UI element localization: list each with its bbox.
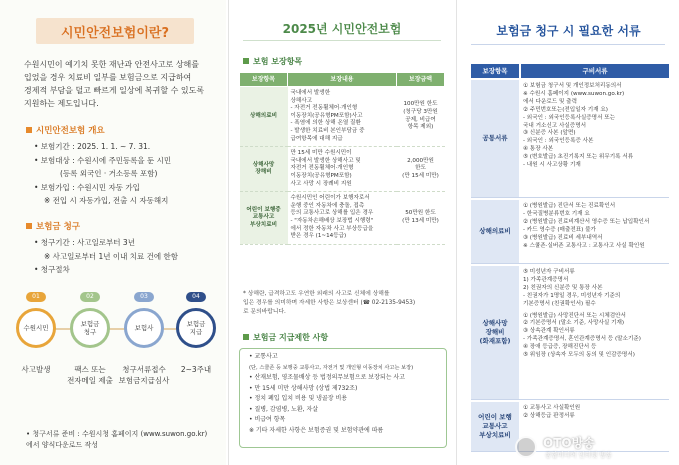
list-item: ① (병원발급) 사망진단서 또는 시체검안서 [523,312,626,319]
panel-overview [0,0,226,465]
square-bullet-icon [26,223,32,229]
column-header: 보장금액 [397,73,445,87]
overview-list [34,140,224,208]
list-item: ② 주민번호또는(전입일자 기재 요) [523,106,608,113]
step-number: 04 [186,292,206,302]
column-header: 구비서류 [521,64,669,78]
list-item: ① 보험금 청구서 및 개인정보처리동의서 [523,83,622,89]
column-header: 보장내용 [288,73,397,87]
claim-heading: 보험금 청구 [26,220,80,232]
list-item: ※ 스쿨존·실버존 교통사고 : 교통사고 사실 확인원 [523,242,645,249]
list-item: - 내원 시 사고상황 기재 [523,162,581,169]
list-item: - 외국인 : 외국인등록증 사본 [523,138,594,145]
coverage-item: 상해사망 장해비 [240,147,288,192]
step-circle: 보험금 청구 [70,308,110,348]
list-item: ② 상해등급 판정서류 [523,412,575,419]
list-item: - 카드 영수증 (매출전표) 불가 [523,226,596,233]
list-item: ⑤ (변호발급) 초진기록지 또는 위무기록 서류 [523,154,634,161]
document-list [523,269,669,360]
square-bullet-icon [26,127,32,133]
column-header: 보장항목 [471,64,519,78]
list-item: ① (병원발급) 진단서 또는 진료확인서 [523,203,616,209]
step-number: 03 [134,292,154,302]
list-item: • 보험가입 : 수원시민 자동 가입 [34,182,140,192]
list-item: ⑤ 미성년자 구비서류 [523,269,575,275]
list-item: • 질병, 감염병, 노환, 자살 [249,405,319,413]
document-category: 공통서류 [471,80,519,197]
list-item: ③ (병원발급) 진료비 세부내역서 [523,234,603,241]
list-item: • 보험대상 : 수원시에 주민등록을 둔 시민 [34,155,172,165]
list-item: ② 기본증명서 (말소 기준, 사망사실 기재) [523,320,625,327]
step-number: 01 [26,292,46,302]
list-item: (등록 외국인 · 거소등록 포함) [60,169,158,178]
document-list [523,203,669,250]
watermark-subtitle: 종합미디어 인터넷 방송 [545,451,612,459]
list-item: ③ 신분증 사본 (앞면) [523,130,576,137]
list-item: - 한국질병분류번호 기재 요 [523,210,590,217]
divider [471,44,665,45]
table-row [240,87,445,147]
list-item: 기본증명서 (친권확인서) 필수 [523,300,596,307]
square-bullet-icon [243,58,249,64]
table-row [240,147,445,192]
claim-process-steps [10,292,220,442]
list-item: 국내 거소신고 사실증명서 [523,122,586,129]
column-header: 보장항목 [240,73,288,87]
list-item: - 가족관계증명서, 혼인관계증명서 등 (말소기준) [523,336,641,343]
list-item: 1) 가족관계증명서 [523,276,569,283]
list-item: ※ 전입 시 자동가입, 전출 시 자동해지 [44,196,169,205]
panel-documents [456,0,679,465]
broadcaster-watermark [515,434,675,462]
list-item: ② (병원발급) 진료비계산서 영수증 또는 납입확인서 [523,218,650,225]
coverage-table [239,72,445,245]
step-circle: 보험사 [124,308,164,348]
document-category: 상해의료비 [471,200,519,263]
documents-footnote: • 청구서류 준비 : 수원시청 홈페이지 (www.suwon.go.kr) 에서 양식다운로드 작성 [26,430,208,449]
list-item: ① 교통사고 사실확인원 [523,405,581,411]
list-item: ※ 기타 자세한 사항은 보험증권 및 보험약관에 따름 [249,426,384,434]
watermark-title: OTO방송 [543,436,595,450]
table-header-row [240,73,445,87]
list-item: ⑤ 위임장 (상속자 모두의 동의 및 인감증명서) [523,352,635,359]
coverage-heading: 보험 보장항목 [243,56,302,67]
page-title: 시민안전보험이란? [60,26,169,41]
list-item: • 정치 폐입 입치 비용 및 냉골장 비용 [249,395,348,402]
list-item: - 친권자가 1명일 경우, 미성년자 기준의 [523,292,621,299]
logo-icon [515,436,537,458]
step-label: 사고발생 [21,365,51,374]
coverage-content: 수원시민인 어린이가 보행자로서 운행 중인 자동차에 충돌, 접촉 등의 교통사고로 상해를 입은 경우 - "자동차손해배상 보장법 시행령" 에서 정한 자동차 사고 부상등급을 받은 경우 (1~14등급) [288,192,397,245]
table-row [240,192,445,245]
list-item: ※ 사고일로부터 1년 이내 치료 건에 한함 [44,251,179,261]
document-list [523,405,669,421]
list-item: • 청구기간 : 사고일로부터 3년 [34,238,135,247]
coverage-note: * 상해란, 급격하고도 우연한 외래의 사고로 신체에 상해를 입은 경우를 의미하며 자세한 사항은 보상센터 (☎ 02-2135-9453) 로 문의바랍니다. [243,291,416,315]
list-item: ③ 상속관계 확인서류 [523,328,575,335]
list-item: - 외국인 : 외국인등록사실증명서 또는 [523,114,616,121]
list-item: 에서 다운로드 및 출력 [523,98,577,105]
list-item: ※ 수원시 홈페이지 (www.suwon.go.kr) [523,90,625,97]
divider [243,40,441,41]
square-bullet-icon [243,334,249,340]
document-category: 어린이 보행 교통사고 부상치료비 [471,402,519,451]
step-label: 2~3주내 [180,365,212,374]
overview-heading: 시민안전보험 개요 [26,124,105,136]
step-circle: 보험금 지급 [176,308,216,348]
coverage-title: 2025년 시민안전보험 [282,22,402,36]
list-item: • 비급여 항목 [249,416,286,423]
list-item: • 청구절차 [34,265,70,274]
claim-list [34,236,224,277]
list-item: ④ 장애 등급증, 장해진단서 등 [523,344,597,351]
list-item: • 보험기간 : 2025. 1. 1. ~ 7. 31. [34,142,151,151]
step-label: 팩스 또는 전자메일 제출 [67,365,113,385]
title-banner [36,18,194,44]
coverage-amount: 50만원 한도 (만 13세 미만) [397,192,445,245]
intro-text: 수원시민이 예기치 못한 재난과 안전사고로 상해를 입었을 경우 치료비 일부를 보험금으로 지급하여 경제적 부담을 덜고 빠르게 일상에 복귀할 수 있도록 지원하는 제도입니다. [24,60,205,108]
exclusion-list [249,352,447,436]
documents-title: 보험금 청구 시 필요한 서류 [496,24,641,38]
list-item: • 산재보험, 영조물배상 등 법정의무보험으로 보장되는 사고 [249,374,405,381]
documents-table [471,64,669,465]
table-row [471,80,669,198]
coverage-item: 상해의료비 [240,87,288,147]
coverage-content: 국내에서 발생한 상해사고 - 자전거 전동휠체어·개인형 이동장치(공유형PM포함)사고 - 폭염에 의한 상해 온열 질환 - 발생한 치료비 본인부담금 중 급여항목에 대해 지급 [288,87,397,147]
coverage-amount: 2,000만원 한도 (만 15세 미만) [397,147,445,192]
table-row [471,266,669,400]
coverage-item: 어린이 보행중 교통사고 부상치료비 [240,192,288,245]
document-list [523,83,669,170]
panel-coverage [228,0,454,465]
list-item: 2) 친권자의 신분증 및 통장 사본 [523,284,603,291]
list-item: ④ 통장 사본 [523,146,554,153]
coverage-content: 만 15세 미만 수원시민이 국내에서 발생한 상해사고 및 자전거 전동휠체어·개인형 이동장치(공유형PM포함) 사고 사망 시 장례비 지원 [288,147,397,192]
step-number: 02 [80,292,100,302]
table-row [471,200,669,264]
coverage-amount: 100만원 한도 (청구당 3만원 공제, 비급여 항목 제외) [397,87,445,147]
step-label: 청구서류접수 보험금지급심사 [118,365,170,385]
list-item: (단, 스쿨존 등 보행중 교통사고, 자전거 및 개인형 이동장치 사고는 보장) [249,364,414,371]
document-category: 상해사망 장해비 (화재포함) [471,266,519,399]
list-item: • 만 15세 미만 상해사망 (상법 제732조) [249,384,358,392]
list-item: • 교통사고 [249,353,278,360]
step-circle: 수원시민 [16,308,56,348]
exclusion-heading: 보험금 지급제한 사항 [243,332,328,343]
